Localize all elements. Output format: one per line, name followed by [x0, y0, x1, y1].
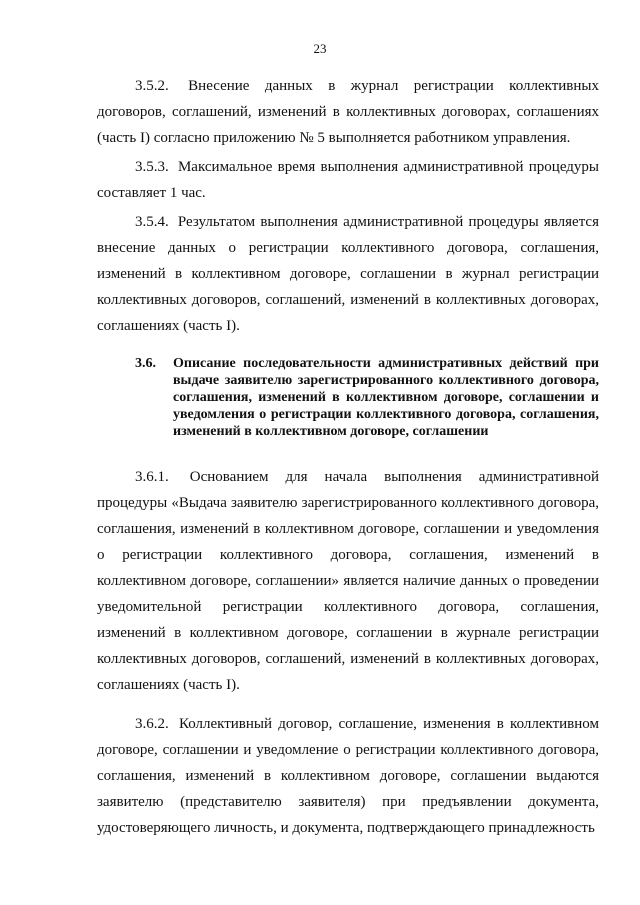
- paragraph-number: 3.6.2.: [135, 716, 169, 732]
- paragraph-3-6-1: [97, 464, 599, 698]
- paragraph-3-6-2: [97, 711, 599, 841]
- paragraph-3-5-4: [97, 209, 599, 339]
- page-number: 23: [313, 41, 327, 56]
- document-body: [97, 73, 599, 844]
- paragraph-text: Максимальное время выполнения административной процедуры составляет 1 час.: [97, 159, 599, 201]
- paragraph-text: Коллективный договор, соглашение, изменения в коллективном договоре, соглашении и уведомление о регистрации коллективного договора, соглашения, изменений в коллективном договоре, соглашении выдаются заявителю (представителю заявителя) при предъявлении документа, удостоверяющего личность, и документа, подтверждающего принадлежность: [97, 716, 599, 836]
- section-number: 3.6.: [135, 356, 156, 371]
- paragraph-text: Основанием для начала выполнения административной процедуры «Выдача заявителю зарегистрированного коллективного договора, соглашения, изменений в коллективном договоре, соглашении и уведомления о регистрации коллективного договора, соглашения, изменений в коллективном договоре, соглашении» является наличие данных о проведении уведомительной регистрации коллективного договора, соглашения, изменений в коллективном договоре, соглашении в журнале регистрации коллективных договоров, соглашений, изменений в коллективных договорах, соглашениях (часть I).: [97, 469, 599, 693]
- paragraph-number: 3.6.1.: [135, 469, 169, 485]
- paragraph-3-5-2: [97, 73, 599, 151]
- section-title: Описание последовательности административных действий при выдаче заявителю зарегистрированного коллективного договора, соглашения, изменений в коллективном договоре, соглашении и уведомления о регистрации коллективного договора, соглашения, изменений в коллективном договоре, соглашении: [173, 356, 599, 439]
- paragraph-text: Результатом выполнения административной процедуры является внесение данных о регистрации коллективного договора, соглашения, изменений в коллективном договоре, соглашении в журнал регистрации коллективных договоров, соглашений, изменений в коллективных договорах, соглашениях (часть I).: [97, 214, 599, 334]
- paragraph-text: Внесение данных в журнал регистрации коллективных договоров, соглашений, изменений в коллективных договорах, соглашениях (часть I) согласно приложению № 5 выполняется работником управления.: [97, 78, 599, 146]
- paragraph-number: 3.5.3.: [135, 159, 169, 175]
- paragraph-number: 3.5.2.: [135, 78, 169, 94]
- paragraph-3-5-3: [97, 154, 599, 206]
- paragraph-number: 3.5.4.: [135, 214, 169, 230]
- section-heading: [97, 355, 599, 440]
